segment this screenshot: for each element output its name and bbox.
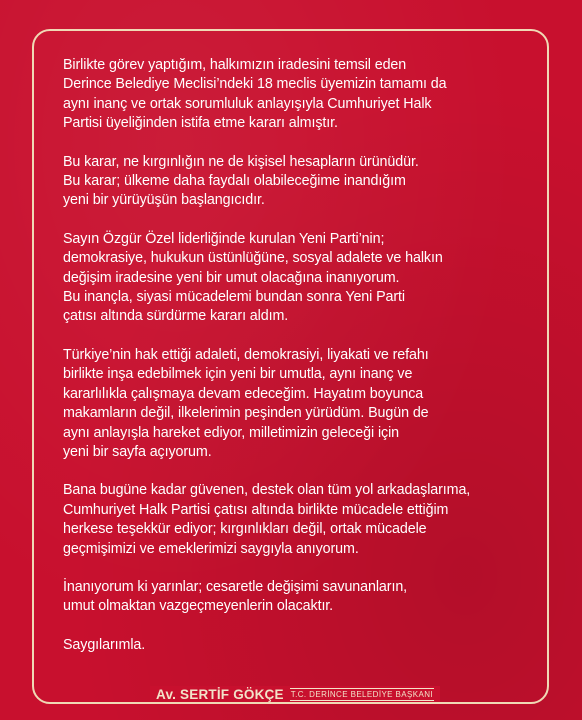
paragraph-1: Birlikte görev yaptığım, halkımızın iradesini temsil eden Derince Belediye Meclisi’ndeki 18 meclis üyemizin tamamı da aynı inanç ve ortak sorumluluk anlayışıyla Cumhuriyet Halk Partisi üyeliğinden istifa etme kararı almıştır. [63, 57, 447, 132]
paragraph-2: Bu karar, ne kırgınlığın ne de kişisel hesapların ürünüdür. Bu karar; ülkeme daha faydalı olabileceğime inandığım yeni bir yürüyüşün başlangıcıdır. [63, 153, 419, 209]
paragraph-5: Bana bugüne kadar güvenen, destek olan tüm yol arkadaşlarıma, Cumhuriyet Halk Partisi çatısı altında birlikte mücadele ettiğim herkese teşekkür ediyor; kırgınlıkları değil, ortak mücadele geçmişimizi ve emeklerimizi saygıyla anıyorum. [63, 482, 471, 557]
closing-salutation: Saygılarımla. [63, 636, 146, 653]
paragraph-3: Sayın Özgür Özel liderliğinde kurulan Yeni Parti’nin; demokrasiye, hukukun üstünlüğüne, sosyal adalete ve halkın değişim iradesine yeni bir umut olacağına inanıyorum. Bu inançla, siyasi mücadelemi bundan sonra Yeni Parti çatısı altında sürdürme kararı aldım. [63, 230, 443, 325]
paragraph-6: İnanıyorum ki yarınlar; cesaretle değişimi savunanların, umut olmaktan vazgeçmeyenlerin olacaktır. [63, 578, 408, 615]
paragraph-4: Türkiye’nin hak ettiği adaleti, demokrasiyi, liyakati ve refahı birlikte inşa edebilmek için yeni bir umutla, aynı inanç ve kararlılıkla çalışmaya devam edeceğim. Hayatım boyunca makamların değil, ilkelerimin peşinden yürüdüm. Bugün de aynı anlayışla hareket ediyor, milletimizin geleceği için yeni bir sayfa açıyorum. [63, 346, 429, 460]
signature-block [150, 686, 440, 702]
signature-title: T.C. DERİNCE BELEDİYE BAŞKANI [290, 689, 434, 699]
signature-name: Av. SERTİF GÖKÇE [156, 686, 284, 702]
letter-body [63, 56, 533, 655]
